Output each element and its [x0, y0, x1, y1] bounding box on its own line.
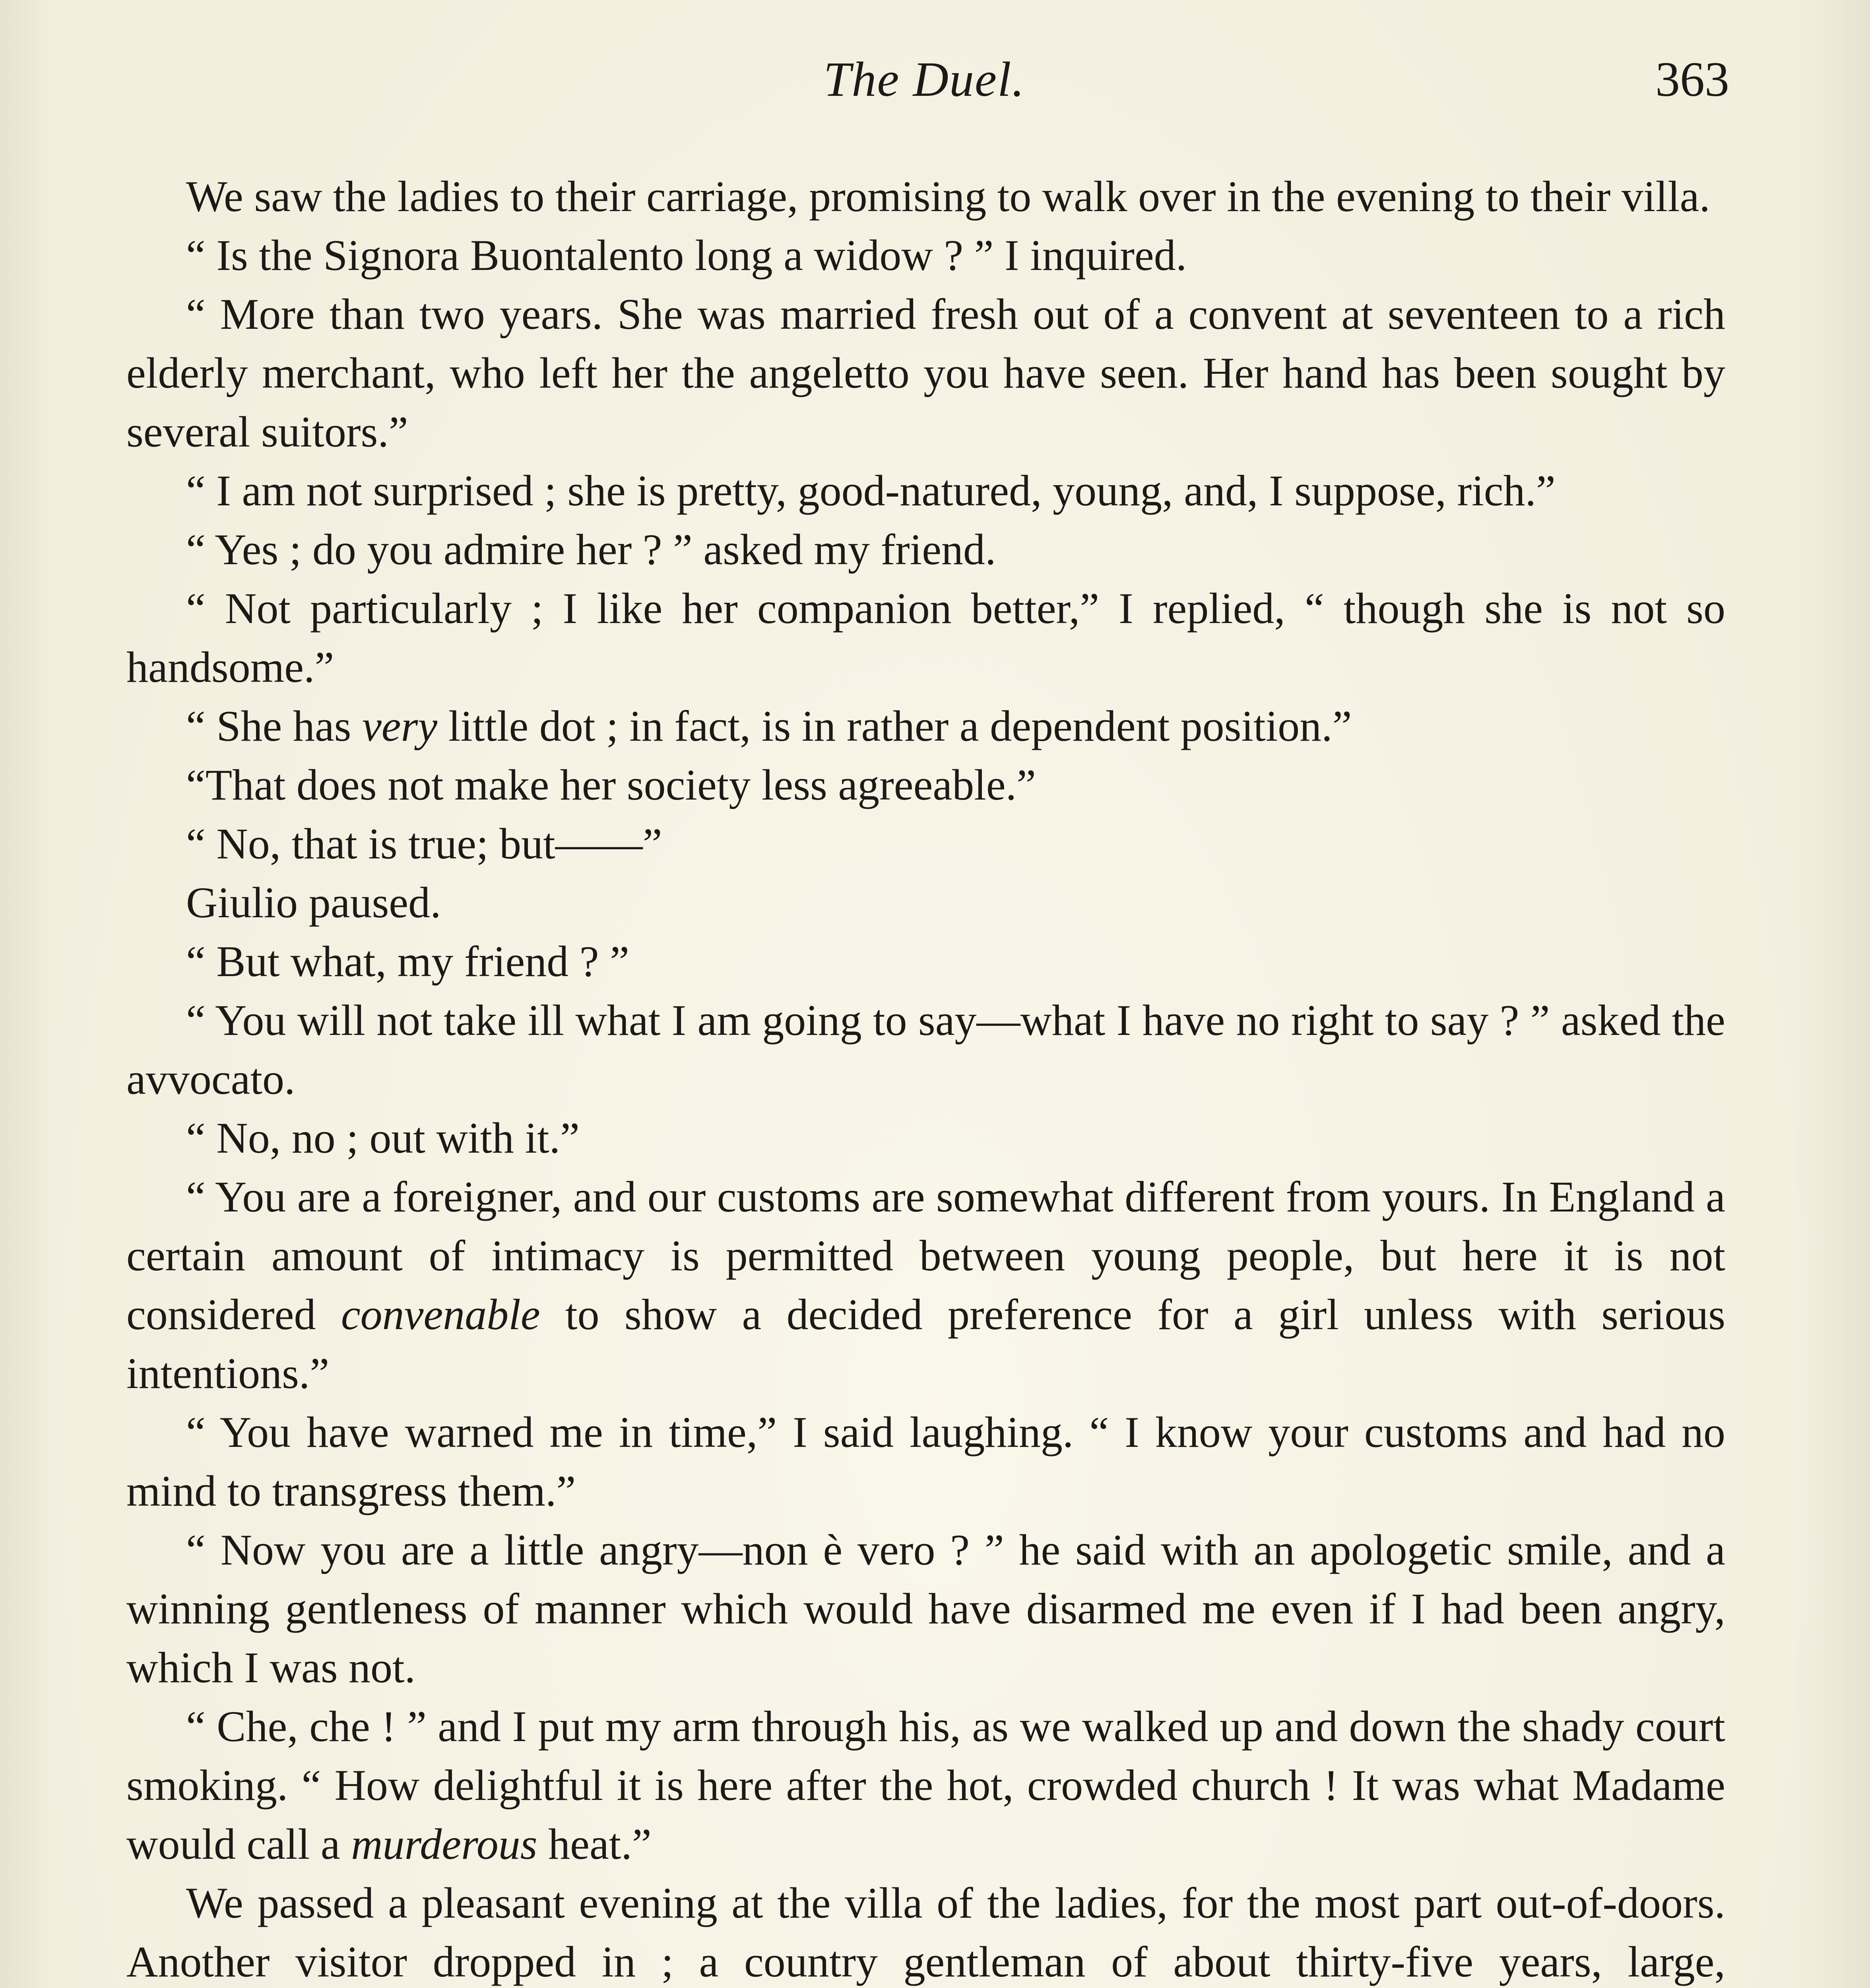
paragraph	[126, 167, 1725, 226]
text-run: “ Not particularly ; I like her companion better,” I replied, “ though she is not so handsome.”	[126, 584, 1725, 691]
text-run: “ Is the Signora Buontalento long a widow ? ” I inquired.	[186, 231, 1187, 280]
text-run: “ You are a foreigner, and our customs are somewhat different from yours. In England a certain amount of intimacy is permitted between young people, but here it is not considered	[126, 1173, 1725, 1339]
text-run: “ She has	[186, 702, 362, 750]
paragraph	[126, 579, 1725, 697]
paragraph	[126, 873, 1725, 932]
italic-text: very	[362, 702, 438, 750]
paragraph	[126, 1403, 1725, 1520]
italic-text: convenable	[341, 1290, 540, 1339]
text-run: We passed a pleasant evening at the villa of the ladies, for the most part out-of-doors. Another visitor dropped in ; a country gentleman of about thirty-five years, large,	[126, 1879, 1725, 1986]
paragraph	[126, 1873, 1725, 1988]
text-run: “ No, that is true; but——”	[186, 819, 662, 868]
text-run: “ Yes ; do you admire her ? ” asked my friend.	[186, 525, 996, 574]
page-number: 363	[1655, 52, 1729, 107]
paragraph	[126, 1697, 1725, 1873]
text-run: to show a decided preference for a girl unless with serious intentions.”	[126, 1290, 1725, 1398]
text-run: “That does not make her society less agreeable.”	[186, 761, 1036, 809]
paragraph	[126, 814, 1725, 873]
text-run: “ Che, che ! ” and I put my arm through his, as we walked up and down the shady court smoking. “ How delightful it is here after the hot, crowded church ! It was what Madame would call a	[126, 1702, 1725, 1868]
page-header	[119, 48, 1729, 111]
paragraph	[126, 461, 1725, 520]
paragraph	[126, 1167, 1725, 1403]
text-run: “ I am not surprised ; she is pretty, good-natured, young, and, I suppose, rich.”	[186, 466, 1556, 515]
paragraph	[126, 520, 1725, 579]
paragraph	[126, 932, 1725, 991]
text-run: Giulio paused.	[186, 878, 441, 927]
text-run: “ You will not take ill what I am going to say—what I have no right to say ? ” asked the avvocato.	[126, 996, 1725, 1103]
text-run: heat.”	[537, 1820, 652, 1868]
paragraph	[126, 226, 1725, 285]
paragraph	[126, 1109, 1725, 1167]
text-run: little dot ; in fact, is in rather a dependent position.”	[437, 702, 1352, 750]
italic-text: murderous	[351, 1820, 537, 1868]
text-run: “ You have warned me in time,” I said laughing. “ I know your customs and had no mind to transgress them.”	[126, 1408, 1725, 1515]
text-run: “ Now you are a little angry—non è vero ? ” he said with an apologetic smile, and a winning gentleness of manner which would have disarmed me even if I had been angry, which I was not.	[126, 1526, 1725, 1692]
paragraph	[126, 285, 1725, 461]
running-title: The Duel.	[823, 52, 1025, 107]
paragraph	[126, 991, 1725, 1109]
text-run: “ More than two years. She was married fresh out of a convent at seventeen to a rich elderly merchant, who left her the angeletto you have seen. Her hand has been sought by several suitors.”	[126, 290, 1725, 456]
text-run: We saw the ladies to their carriage, promising to walk over in the evening to their villa.	[186, 172, 1710, 221]
paragraph	[126, 1520, 1725, 1697]
paragraph	[126, 697, 1725, 755]
text-run: “ But what, my friend ? ”	[186, 937, 629, 986]
paragraph	[126, 755, 1725, 814]
body-text	[126, 167, 1725, 1988]
text-run: “ No, no ; out with it.”	[186, 1114, 580, 1162]
